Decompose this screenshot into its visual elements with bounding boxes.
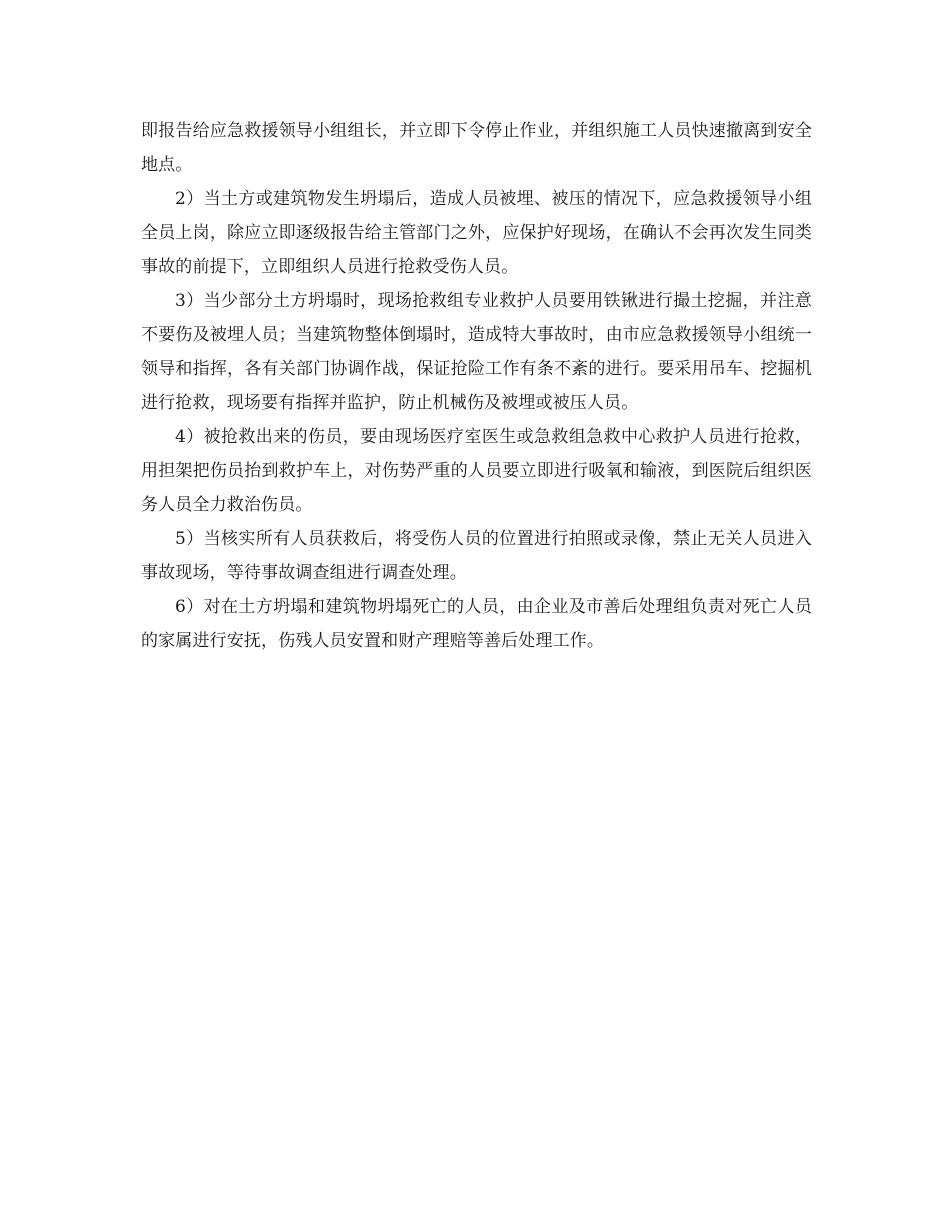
paragraph-item-3: 3）当少部分土方坍塌时，现场抢救组专业救护人员要用铁锹进行撮土挖掘，并注意不要伤及被埋人员；当建筑物整体倒塌时，造成特大事故时，由市应急救援领导小组统一领导和指挥，各有关部门协调作战，保证抢险工作有条不紊的进行。要采用吊车、挖掘机进行抢救，现场要有指挥并监护，防止机械伤及被埋或被压人员。 bbox=[141, 291, 812, 413]
document-body bbox=[141, 114, 812, 658]
paragraph-item-5: 5）当核实所有人员获救后，将受伤人员的位置进行拍照或录像，禁止无关人员进入事故现场，等待事故调查组进行调查处理。 bbox=[141, 529, 812, 583]
paragraph-item-4: 4）被抢救出来的伤员，要由现场医疗室医生或急救组急救中心救护人员进行抢救，用担架把伤员抬到救护车上，对伤势严重的人员要立即进行吸氧和输液，到医院后组织医务人员全力救治伤员。 bbox=[141, 427, 812, 515]
paragraph-item-2: 2）当土方或建筑物发生坍塌后，造成人员被埋、被压的情况下，应急救援领导小组全员上岗，除应立即逐级报告给主管部门之外，应保护好现场，在确认不会再次发生同类事故的前提下，立即组织人员进行抢救受伤人员。 bbox=[141, 189, 812, 277]
paragraph-continuation: 即报告给应急救援领导小组组长，并立即下令停止作业，并组织施工人员快速撤离到安全地点。 bbox=[141, 121, 812, 175]
paragraph-item-6: 6）对在土方坍塌和建筑物坍塌死亡的人员，由企业及市善后处理组负责对死亡人员的家属进行安抚，伤残人员安置和财产理赔等善后处理工作。 bbox=[141, 597, 812, 651]
